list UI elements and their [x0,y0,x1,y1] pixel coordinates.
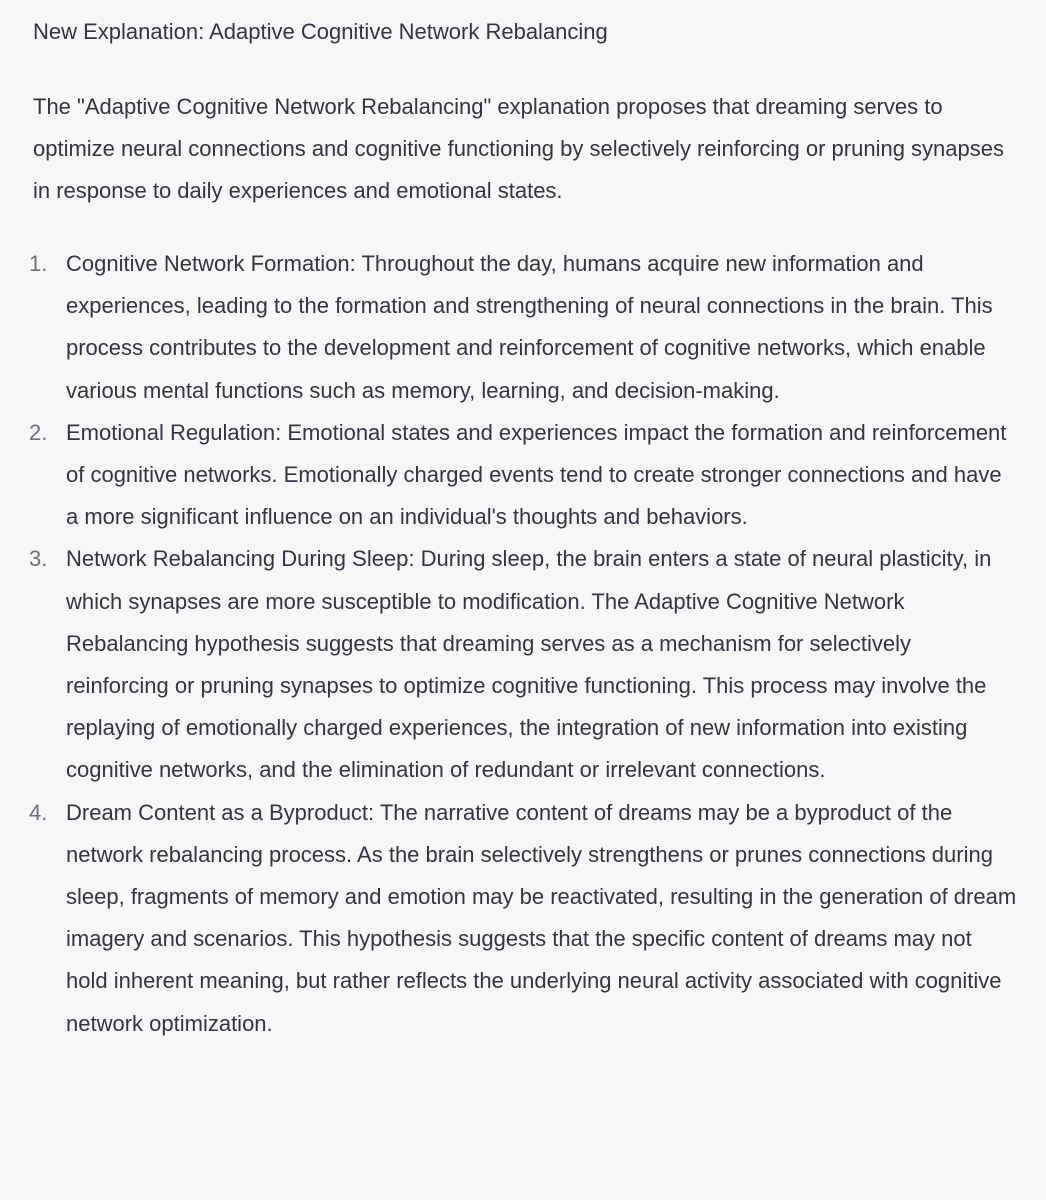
numbered-list [29,243,1017,1045]
list-item-number: 4. [29,799,48,825]
list-item-number: 1. [29,251,48,276]
list-item-number: 2. [29,419,48,445]
list-item [29,412,1018,539]
response-heading: New Explanation: Adaptive Cognitive Network Rebalancing [33,19,608,44]
list-item-text: Network Rebalancing During Sleep: During sleep, the brain enters a state of neural plasticity, in which synapses are more susceptible to modification. The Adaptive Cognitive Network Rebalancing hypothesis suggests that dreaming serves as a mechanism for selectively reinforcing or pruning synapses to optimize cognitive functioning. This process may involve the replaying of emotionally charged experiences, the integration of new information into existing cognitive networks, and the elimination of redundant or irrelevant connections. [66,546,992,783]
list-item [29,792,1018,1045]
response-intro: The "Adaptive Cognitive Network Rebalancing" explanation proposes that dreaming serves to optimize neural connections and cognitive functioning by selectively reinforcing or pruning synapses in response to daily experiences and emotional states. [33,94,1004,203]
list-item-text: Dream Content as a Byproduct: The narrative content of dreams may be a byproduct of the network rebalancing process. As the brain selectively strengthens or prunes connections during sleep, fragments of memory and emotion may be reactivated, resulting in the generation of dream imagery and scenarios. This hypothesis suggests that the specific content of dreams may not hold inherent meaning, but rather reflects the underlying neural activity associated with cognitive network optimization. [66,799,1017,1036]
list-item-text: Emotional Regulation: Emotional states and experiences impact the formation and reinforcement of cognitive networks. Emotionally charged events tend to create stronger connections and have a more significant influence on an individual's thoughts and behaviors. [66,419,1007,530]
list-item [29,538,1018,791]
list-item [29,243,1018,412]
list-item-number: 3. [29,546,48,572]
list-item-text: Cognitive Network Formation: Throughout the day, humans acquire new information and experiences, leading to the formation and strengthening of neural connections in the brain. This process contributes to the development and reinforcement of cognitive networks, which enable various mental functions such as memory, learning, and decision-making. [66,251,993,403]
